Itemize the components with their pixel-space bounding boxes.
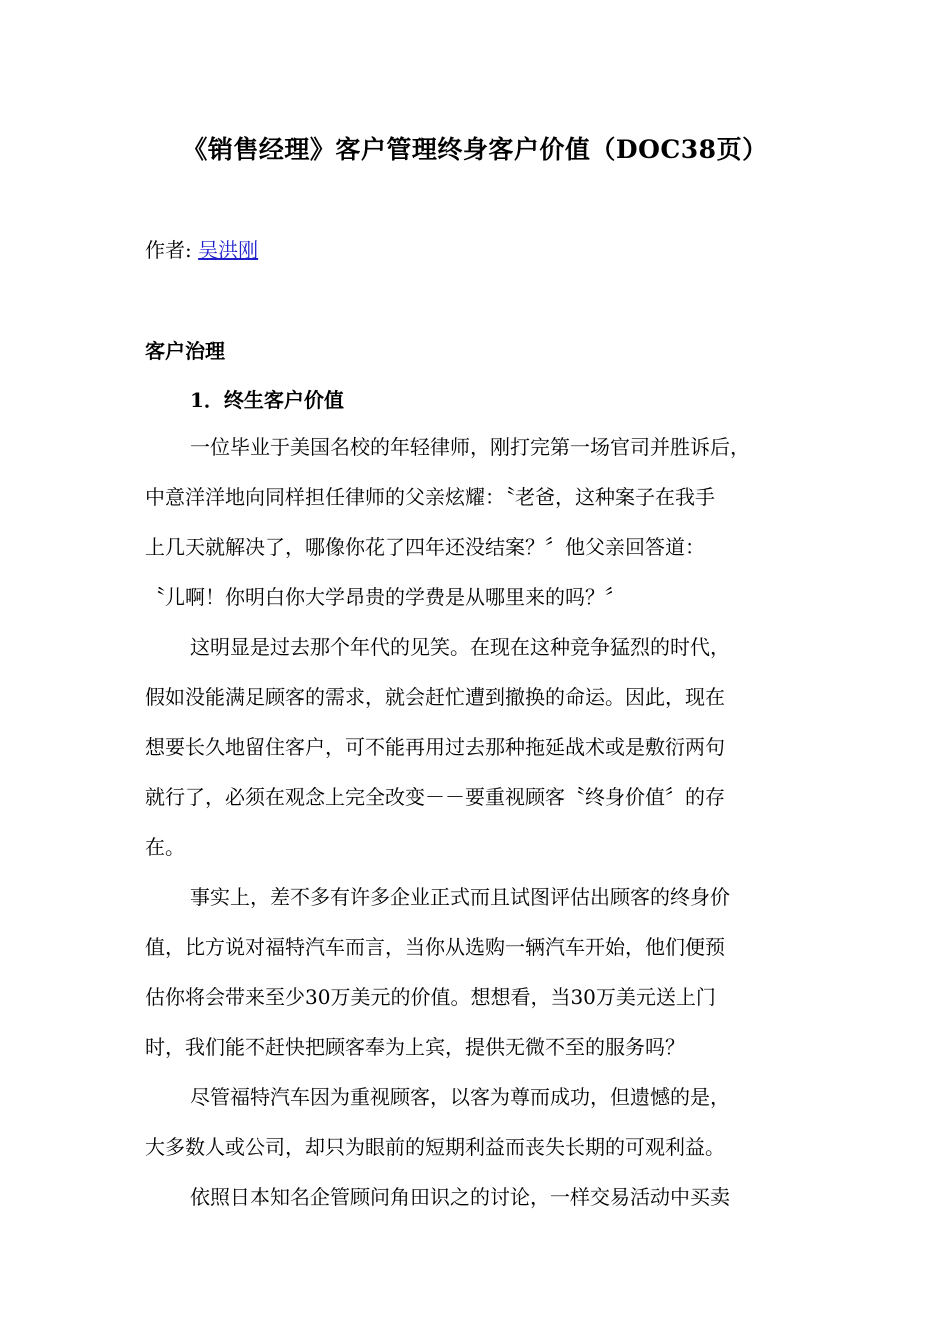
- paragraph-line: 事实上，差不多有许多企业正式而且试图评估出顾客的终身价: [190, 885, 730, 909]
- subsection-heading: 1．终生客户价值: [190, 388, 344, 412]
- section-heading: 客户治理: [145, 339, 225, 363]
- paragraph-3: [145, 872, 825, 1072]
- paragraph-1: [145, 422, 825, 622]
- paragraph-line: 〝儿啊！你明白你大学昂贵的学费是从哪里来的吗？〞: [145, 585, 625, 609]
- paragraph-line: 估你将会带来至少30万美元的价值。想想看，当30万美元送上门: [145, 985, 716, 1009]
- paragraph-4: [145, 1072, 825, 1172]
- document-title: 《销售经理》客户管理终身客户价值（DOC38页）: [182, 135, 768, 164]
- author-link[interactable]: 吴洪刚: [198, 238, 259, 262]
- paragraph-line: 在。: [145, 835, 185, 859]
- paragraph-5: [145, 1172, 825, 1222]
- paragraph-line: 就行了，必须在观念上完全改变－－要重视顾客〝终身价值〞的存: [145, 785, 725, 809]
- paragraph-line: 时，我们能不赶快把顾客奉为上宾，提供无微不至的服务吗？: [145, 1035, 685, 1059]
- paragraph-2: [145, 622, 825, 872]
- paragraph-line: 一位毕业于美国名校的年轻律师，刚打完第一场官司并胜诉后，: [190, 435, 750, 459]
- paragraph-line: 大多数人或公司，却只为眼前的短期利益而丧失长期的可观利益。: [145, 1135, 725, 1159]
- author-line: [145, 233, 258, 267]
- paragraph-line: 想要长久地留住客户，可不能再用过去那种拖延战术或是敷衍两句: [145, 735, 725, 759]
- paragraph-line: 假如没能满足顾客的需求，就会赶忙遭到撤换的命运。因此，现在: [145, 685, 725, 709]
- paragraph-line: 依照日本知名企管顾问角田识之的讨论，一样交易活动中买卖: [190, 1185, 730, 1209]
- author-label: 作者:: [145, 238, 199, 262]
- paragraph-line: 尽管福特汽车因为重视顾客，以客为尊而成功，但遗憾的是，: [190, 1085, 730, 1109]
- paragraph-line: 这明显是过去那个年代的见笑。在现在这种竞争猛烈的时代，: [190, 635, 730, 659]
- paragraph-line: 上几天就解决了，哪像你花了四年还没结案？〞他父亲回答道：: [145, 535, 705, 559]
- paragraph-line: 值，比方说对福特汽车而言，当你从选购一辆汽车开始，他们便预: [145, 935, 725, 959]
- paragraph-line: 中意洋洋地向同样担任律师的父亲炫耀：〝老爸，这种案子在我手: [145, 485, 715, 509]
